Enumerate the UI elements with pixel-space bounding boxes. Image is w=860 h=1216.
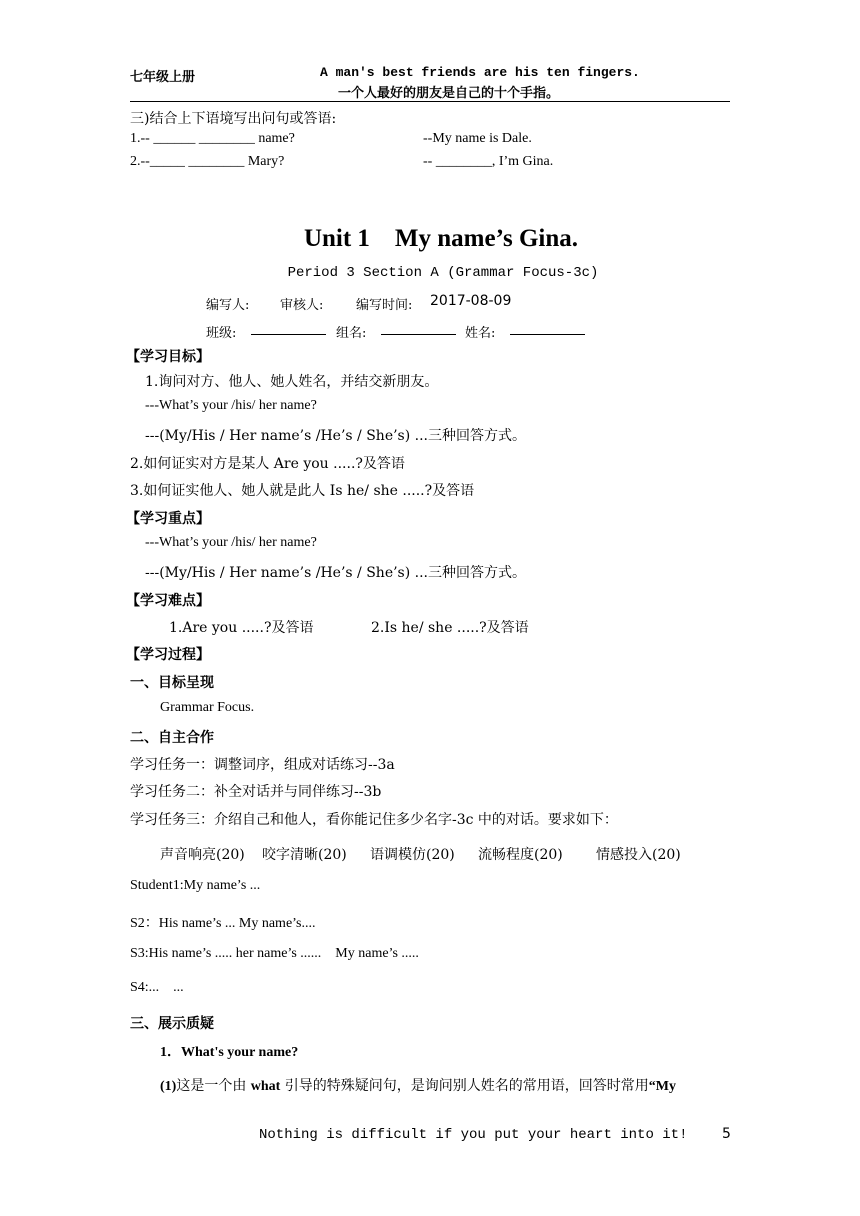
page-title: Unit 1 My name’s Gina. — [303, 225, 579, 252]
note-keyword: what — [250, 1079, 281, 1094]
page-number: 5 — [722, 1126, 731, 1142]
criterion-3: 语调模仿(20) — [370, 847, 455, 863]
note-tail: “My — [648, 1079, 677, 1094]
dialogue-student-1: Student1:My name’s ... — [130, 878, 261, 893]
question-1-note — [160, 1075, 676, 1095]
difficulty-2: 2.Is he/ she .....?及答语 — [371, 620, 529, 636]
exercise-a1: --My name is Dale. — [423, 131, 532, 146]
group-field — [381, 334, 456, 335]
name-label: 姓名: — [465, 326, 496, 341]
date-value: 2017-08-09 — [430, 293, 512, 309]
key-point-2: ---(My/His / Her name’s /He’s / She’s) ...三种回答方式。 — [145, 565, 527, 581]
note-text-2: 引导的特殊疑问句，是询问别人姓名的常用语，回答时常用 — [280, 1078, 649, 1094]
dialogue-student-2: S2：His name’s ... My name’s.... — [130, 916, 316, 931]
goal-1-answers: ---(My/His / Her name’s /He’s / She’s) ...三种回答方式。 — [145, 428, 527, 444]
name-field — [510, 334, 585, 335]
key-point-1: ---What’s your /his/ her name? — [145, 535, 317, 550]
difficulty-1: 1.Are you .....?及答语 — [169, 620, 314, 636]
exercise-q1: 1.-- ______ ________ name? — [130, 131, 295, 146]
period-subtitle: Period 3 Section A (Grammar Focus-3c) — [287, 265, 599, 281]
goal-1: 1.询问对方、他人、她人姓名，并结交新朋友。 — [145, 374, 439, 390]
reviewer-label: 审核人: — [280, 298, 324, 313]
note-text-1: 这是一个由 — [176, 1078, 251, 1094]
task-3: 学习任务三：介绍自己和他人，看你能记住多少名字-3c 中的对话。要求如下： — [130, 812, 618, 828]
criterion-1: 声音响亮(20) — [160, 847, 245, 863]
section-3-title: 三、展示质疑 — [130, 1016, 214, 1032]
class-field — [251, 334, 326, 335]
exercise-instruction: 三)结合上下语境写出问句或答语: — [130, 111, 337, 127]
exercise-a2: -- ________, I’m Gina. — [423, 154, 554, 169]
header-motto-cn: 一个人最好的朋友是自己的十个手指。 — [338, 86, 560, 101]
dialogue-student-3: S3:His name’s ..... her name’s ...... My name’s ..... — [130, 946, 419, 961]
header-grade: 七年级上册 — [130, 70, 196, 85]
goal-2: 2.如何证实对方是某人 Are you .....?及答语 — [130, 456, 405, 472]
question-1-title: 1．What's your name? — [160, 1045, 299, 1060]
editor-label: 编写人: — [206, 298, 250, 313]
class-label: 班级: — [206, 326, 237, 341]
note-number: (1) — [160, 1079, 177, 1094]
section-1-body: Grammar Focus. — [160, 700, 255, 715]
criterion-5: 情感投入(20) — [596, 847, 681, 863]
difficulties-heading: 【学习难点】 — [126, 593, 210, 609]
criterion-4: 流畅程度(20) — [478, 847, 563, 863]
section-2-title: 二、自主合作 — [130, 730, 214, 746]
footer-motto: Nothing is difficult if you put your heart into it! — [259, 1127, 688, 1143]
exercise-q2: 2.--_____ ________ Mary? — [130, 154, 285, 169]
process-heading: 【学习过程】 — [126, 647, 210, 663]
task-2: 学习任务二：补全对话并与同伴练习--3b — [130, 784, 382, 800]
goal-1-question: ---What’s your /his/ her name? — [145, 398, 317, 413]
criterion-2: 咬字清晰(20) — [262, 847, 347, 863]
date-label: 编写时间: — [356, 298, 413, 313]
goals-heading: 【学习目标】 — [126, 349, 210, 365]
key-points-heading: 【学习重点】 — [126, 511, 210, 527]
section-1-title: 一、目标呈现 — [130, 675, 214, 691]
header-motto-en: A man's best friends are his ten fingers. — [320, 65, 640, 80]
task-1: 学习任务一：调整词序，组成对话练习--3a — [130, 757, 395, 773]
dialogue-student-4: S4:... ... — [130, 980, 184, 995]
group-label: 组名: — [336, 326, 367, 341]
goal-3: 3.如何证实他人、她人就是此人 Is he/ she .....?及答语 — [130, 483, 475, 499]
header-rule — [130, 101, 730, 102]
